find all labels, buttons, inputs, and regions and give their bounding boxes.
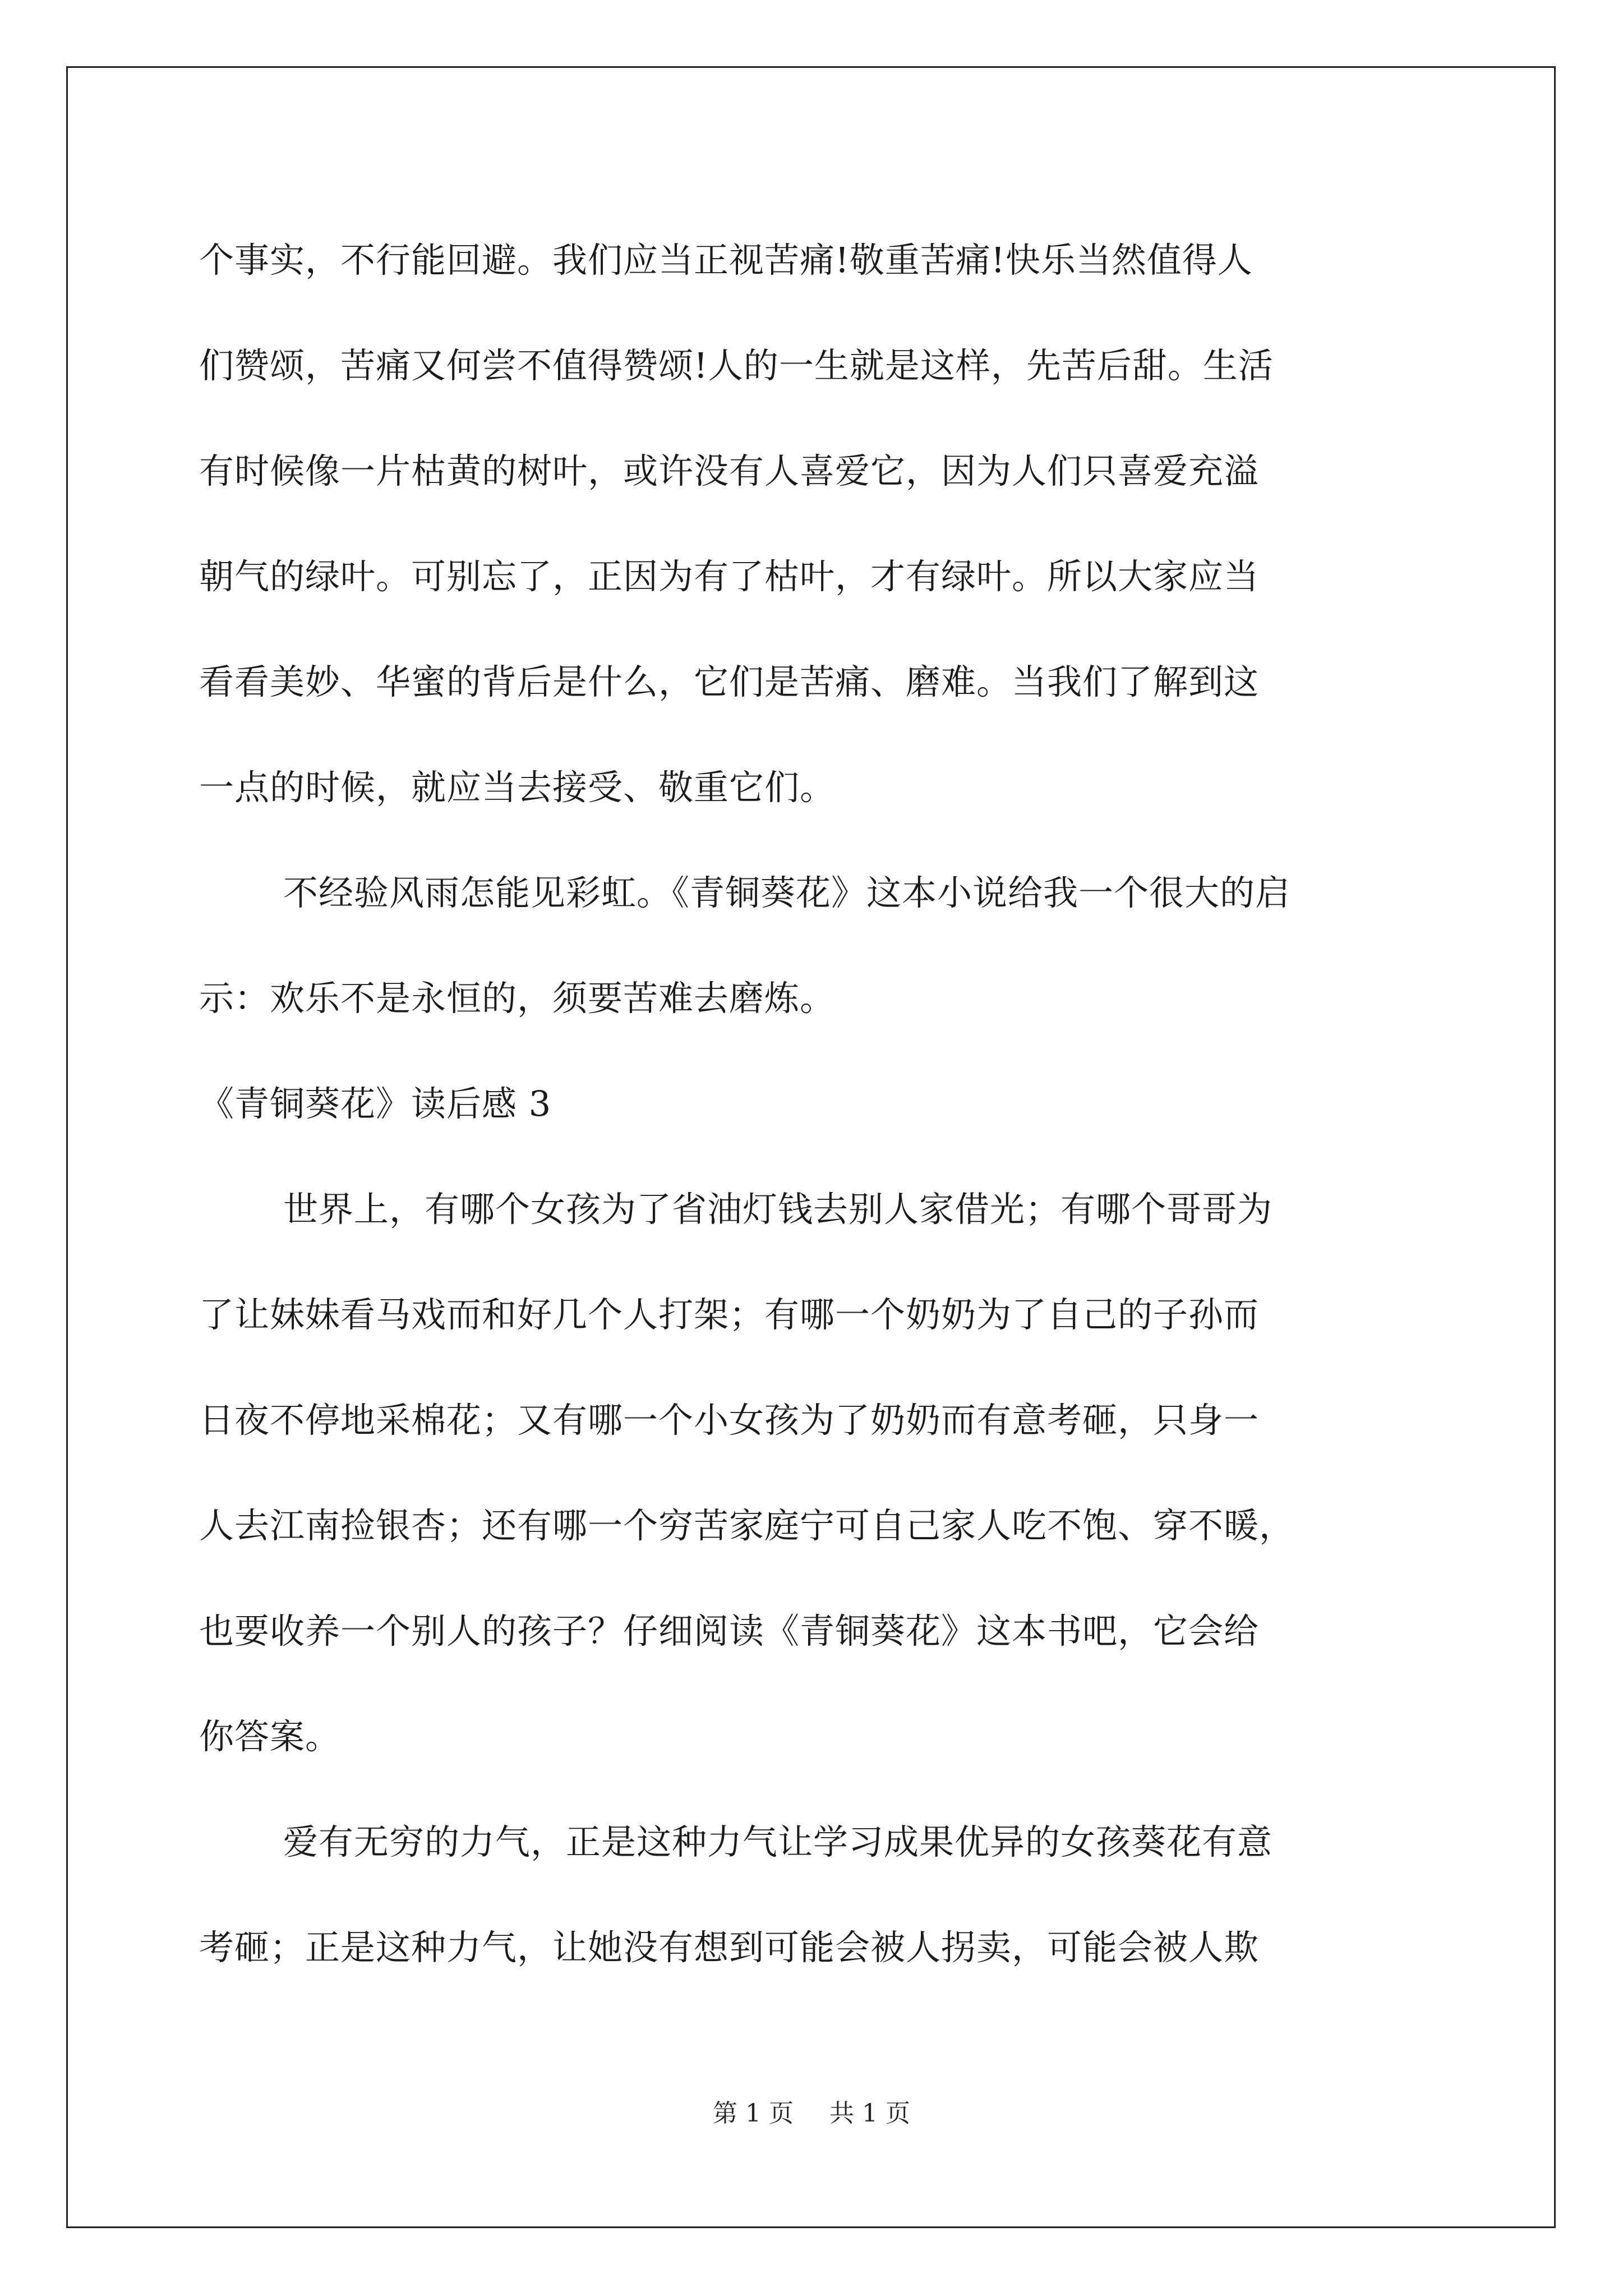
text-line: 示：欢乐不是永恒的，须要苦难去磨炼。 xyxy=(199,978,836,1019)
text-line: 世界上，有哪个女孩为了省油灯钱去别人家借光；有哪个哥哥为 xyxy=(283,1189,1273,1230)
text-line: 不经验风雨怎能见彩虹。《青铜葵花》这本小说给我一个很大的启 xyxy=(283,872,1291,913)
text-line: 也要收养一个别人的孩子？仔细阅读《青铜葵花》这本书吧，它会给 xyxy=(199,1611,1260,1651)
page-number: 第 1 页 xyxy=(713,2099,794,2128)
text-line: 看看美妙、华蜜的背后是什么，它们是苦痛、磨难。当我们了解到这 xyxy=(199,661,1260,702)
text-line: 考砸；正是这种力气，让她没有想到可能会被人拐卖，可能会被人欺 xyxy=(199,1927,1260,1968)
text-line: 日夜不停地采棉花；又有哪一个小女孩为了奶奶而有意考砸，只身一 xyxy=(199,1400,1260,1441)
text-line: 你答案。 xyxy=(199,1716,341,1757)
text-line: 人去江南捡银杏；还有哪一个穷苦家庭宁可自己家人吃不饱、穿不暖， xyxy=(199,1505,1295,1546)
section-heading: 《青铜葵花》读后感 3 xyxy=(199,1083,552,1124)
page-footer xyxy=(0,2097,1623,2131)
text-line: 有时候像一片枯黄的树叶，或许没有人喜爱它，因为人们只喜爱充溢 xyxy=(199,450,1260,491)
text-line: 一点的时候，就应当去接受、敬重它们。 xyxy=(199,767,836,808)
text-line: 个事实，不行能回避。我们应当正视苦痛!敬重苦痛!快乐当然值得人 xyxy=(199,240,1253,280)
document-body xyxy=(199,208,1467,2000)
text-line: 了让妹妹看马戏而和好几个人打架；有哪一个奶奶为了自己的子孙而 xyxy=(199,1294,1260,1335)
page-total: 共 1 页 xyxy=(829,2099,910,2128)
text-line: 朝气的绿叶。可别忘了，正因为有了枯叶，才有绿叶。所以大家应当 xyxy=(199,556,1260,597)
text-line: 爱有无穷的力气，正是这种力气让学习成果优异的女孩葵花有意 xyxy=(283,1821,1273,1862)
text-line: 们赞颂，苦痛又何尝不值得赞颂!人的一生就是这样，先苦后甜。生活 xyxy=(199,345,1274,386)
